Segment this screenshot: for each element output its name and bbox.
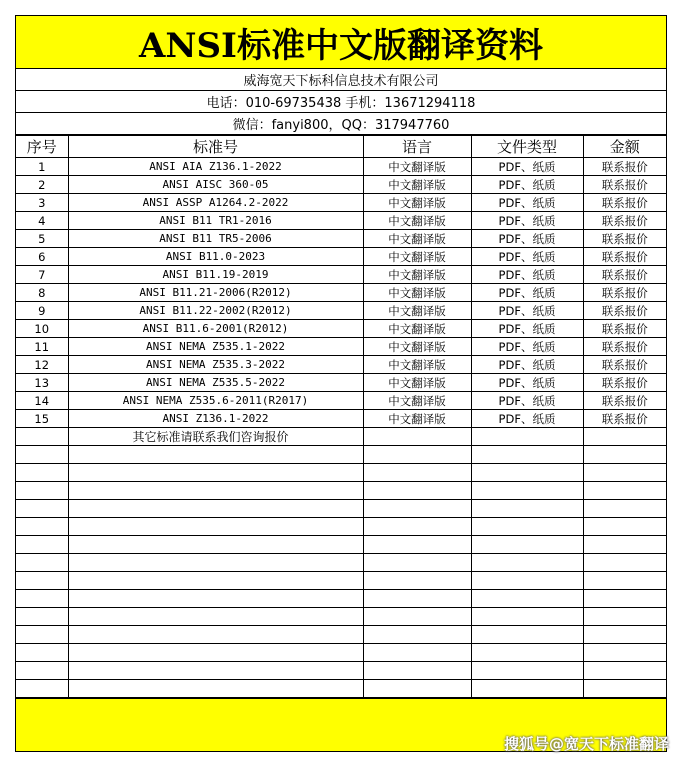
empty-row: [16, 644, 666, 662]
empty-cell: [471, 554, 583, 572]
header-language: 语言: [363, 136, 471, 158]
cell-no: 8: [16, 284, 68, 302]
cell-no: 6: [16, 248, 68, 266]
cell-language: 中文翻译版: [363, 158, 471, 176]
cell-language: 中文翻译版: [363, 194, 471, 212]
empty-cell: [16, 608, 68, 626]
cell-language: 中文翻译版: [363, 410, 471, 428]
empty-row: [16, 662, 666, 680]
table-header-row: [16, 136, 666, 158]
cell-no: 2: [16, 176, 68, 194]
empty-cell: [68, 572, 363, 590]
cell-language: 中文翻译版: [363, 320, 471, 338]
cell-no: 14: [16, 392, 68, 410]
empty-cell: [16, 518, 68, 536]
empty-cell: [583, 572, 666, 590]
empty-row: [16, 536, 666, 554]
header-standard: 标准号: [68, 136, 363, 158]
note-text: 其它标准请联系我们咨询报价: [68, 428, 363, 446]
cell-no: 4: [16, 212, 68, 230]
empty-cell: [471, 626, 583, 644]
cell-no: 11: [16, 338, 68, 356]
cell-no: 7: [16, 266, 68, 284]
cell-file-type: PDF、纸质: [471, 266, 583, 284]
empty-cell: [363, 680, 471, 698]
cell-standard: ANSI B11.19-2019: [68, 266, 363, 284]
cell-standard: ANSI B11.21-2006(R2012): [68, 284, 363, 302]
empty-row: [16, 500, 666, 518]
cell-no: 3: [16, 194, 68, 212]
empty-cell: [583, 680, 666, 698]
table-row: [16, 302, 666, 320]
table-row: [16, 338, 666, 356]
empty-row: [16, 554, 666, 572]
empty-cell: [363, 500, 471, 518]
empty-cell: [68, 662, 363, 680]
empty-cell: [68, 482, 363, 500]
cell-price: 联系报价: [583, 392, 666, 410]
empty-row: [16, 572, 666, 590]
cell-language: 中文翻译版: [363, 266, 471, 284]
cell-no: 13: [16, 374, 68, 392]
header-no: 序号: [16, 136, 68, 158]
cell-standard: ANSI NEMA Z535.5-2022: [68, 374, 363, 392]
empty-cell: [16, 500, 68, 518]
cell-language: 中文翻译版: [363, 176, 471, 194]
empty-cell: [583, 590, 666, 608]
cell-file-type: PDF、纸质: [471, 158, 583, 176]
empty-cell: [363, 428, 471, 446]
table-row: [16, 248, 666, 266]
cell-standard: ANSI ASSP A1264.2-2022: [68, 194, 363, 212]
table-row: [16, 158, 666, 176]
table-row: [16, 194, 666, 212]
cell-file-type: PDF、纸质: [471, 248, 583, 266]
empty-cell: [583, 536, 666, 554]
empty-cell: [583, 464, 666, 482]
empty-cell: [363, 518, 471, 536]
table-row: [16, 212, 666, 230]
empty-cell: [471, 608, 583, 626]
empty-cell: [363, 626, 471, 644]
watermark: 搜狐号@宽天下标准翻译: [503, 735, 669, 753]
empty-row: [16, 680, 666, 698]
cell-standard: ANSI B11.6-2001(R2012): [68, 320, 363, 338]
cell-price: 联系报价: [583, 194, 666, 212]
cell-price: 联系报价: [583, 320, 666, 338]
empty-cell: [471, 482, 583, 500]
cell-file-type: PDF、纸质: [471, 392, 583, 410]
cell-price: 联系报价: [583, 230, 666, 248]
cell-no: 12: [16, 356, 68, 374]
empty-cell: [363, 608, 471, 626]
cell-price: 联系报价: [583, 158, 666, 176]
cell-standard: ANSI AISC 360-05: [68, 176, 363, 194]
empty-cell: [16, 572, 68, 590]
empty-row: [16, 464, 666, 482]
empty-cell: [363, 464, 471, 482]
empty-cell: [363, 536, 471, 554]
empty-cell: [16, 662, 68, 680]
cell-price: 联系报价: [583, 248, 666, 266]
cell-price: 联系报价: [583, 338, 666, 356]
empty-cell: [471, 446, 583, 464]
cell-price: 联系报价: [583, 212, 666, 230]
empty-row: [16, 626, 666, 644]
company-name: 威海宽天下标科信息技术有限公司: [16, 69, 666, 91]
empty-cell: [68, 464, 363, 482]
empty-cell: [16, 680, 68, 698]
empty-cell: [583, 554, 666, 572]
cell-file-type: PDF、纸质: [471, 302, 583, 320]
cell-file-type: PDF、纸质: [471, 212, 583, 230]
empty-row: [16, 446, 666, 464]
empty-cell: [68, 446, 363, 464]
empty-cell: [16, 428, 68, 446]
cell-language: 中文翻译版: [363, 392, 471, 410]
cell-price: 联系报价: [583, 266, 666, 284]
empty-cell: [363, 644, 471, 662]
cell-no: 1: [16, 158, 68, 176]
empty-cell: [16, 464, 68, 482]
header-file-type: 文件类型: [471, 136, 583, 158]
cell-language: 中文翻译版: [363, 212, 471, 230]
empty-cell: [471, 500, 583, 518]
empty-cell: [583, 644, 666, 662]
table-row: [16, 410, 666, 428]
table-row: [16, 176, 666, 194]
table-row: [16, 374, 666, 392]
empty-row: [16, 518, 666, 536]
empty-cell: [16, 482, 68, 500]
cell-standard: ANSI NEMA Z535.3-2022: [68, 356, 363, 374]
empty-cell: [583, 446, 666, 464]
empty-cell: [471, 680, 583, 698]
cell-file-type: PDF、纸质: [471, 176, 583, 194]
empty-cell: [68, 680, 363, 698]
cell-file-type: PDF、纸质: [471, 320, 583, 338]
cell-price: 联系报价: [583, 176, 666, 194]
cell-no: 10: [16, 320, 68, 338]
empty-cell: [583, 482, 666, 500]
cell-language: 中文翻译版: [363, 248, 471, 266]
empty-cell: [363, 572, 471, 590]
cell-language: 中文翻译版: [363, 374, 471, 392]
empty-cell: [68, 518, 363, 536]
cell-price: 联系报价: [583, 284, 666, 302]
empty-cell: [16, 644, 68, 662]
contact-phone: 电话：010-69735438 手机：13671294118: [16, 91, 666, 113]
cell-file-type: PDF、纸质: [471, 356, 583, 374]
empty-cell: [16, 590, 68, 608]
empty-cell: [363, 554, 471, 572]
empty-cell: [363, 482, 471, 500]
cell-price: 联系报价: [583, 302, 666, 320]
cell-price: 联系报价: [583, 356, 666, 374]
empty-cell: [471, 536, 583, 554]
cell-language: 中文翻译版: [363, 284, 471, 302]
spreadsheet: [15, 15, 667, 752]
empty-cell: [471, 662, 583, 680]
empty-cell: [471, 464, 583, 482]
cell-language: 中文翻译版: [363, 302, 471, 320]
note-row: [16, 428, 666, 446]
empty-cell: [471, 572, 583, 590]
table-row: [16, 392, 666, 410]
cell-no: 5: [16, 230, 68, 248]
empty-cell: [16, 536, 68, 554]
table-row: [16, 230, 666, 248]
table-row: [16, 320, 666, 338]
cell-file-type: PDF、纸质: [471, 230, 583, 248]
empty-row: [16, 590, 666, 608]
cell-no: 15: [16, 410, 68, 428]
empty-cell: [583, 500, 666, 518]
cell-standard: ANSI B11 TR1-2016: [68, 212, 363, 230]
empty-cell: [583, 428, 666, 446]
contact-social: 微信：fanyi800，QQ：317947760: [16, 113, 666, 135]
cell-no: 9: [16, 302, 68, 320]
page-title: ANSI标准中文版翻译资料: [16, 15, 666, 69]
empty-cell: [583, 608, 666, 626]
empty-cell: [68, 554, 363, 572]
empty-cell: [471, 428, 583, 446]
cell-standard: ANSI NEMA Z535.6-2011(R2017): [68, 392, 363, 410]
cell-file-type: PDF、纸质: [471, 338, 583, 356]
empty-cell: [68, 500, 363, 518]
header-price: 金额: [583, 136, 666, 158]
empty-cell: [68, 608, 363, 626]
cell-file-type: PDF、纸质: [471, 194, 583, 212]
cell-file-type: PDF、纸质: [471, 374, 583, 392]
empty-cell: [16, 626, 68, 644]
empty-cell: [583, 662, 666, 680]
cell-standard: ANSI AIA Z136.1-2022: [68, 158, 363, 176]
empty-cell: [363, 446, 471, 464]
empty-cell: [68, 536, 363, 554]
empty-cell: [471, 518, 583, 536]
empty-cell: [16, 554, 68, 572]
cell-standard: ANSI B11.0-2023: [68, 248, 363, 266]
empty-cell: [363, 662, 471, 680]
cell-standard: ANSI B11.22-2002(R2012): [68, 302, 363, 320]
empty-row: [16, 482, 666, 500]
empty-cell: [68, 644, 363, 662]
cell-standard: ANSI Z136.1-2022: [68, 410, 363, 428]
cell-file-type: PDF、纸质: [471, 284, 583, 302]
cell-language: 中文翻译版: [363, 338, 471, 356]
empty-cell: [471, 644, 583, 662]
cell-file-type: PDF、纸质: [471, 410, 583, 428]
empty-cell: [583, 518, 666, 536]
empty-cell: [68, 626, 363, 644]
cell-standard: ANSI B11 TR5-2006: [68, 230, 363, 248]
cell-language: 中文翻译版: [363, 356, 471, 374]
empty-cell: [471, 590, 583, 608]
standards-table: [16, 135, 666, 698]
empty-cell: [363, 590, 471, 608]
empty-row: [16, 608, 666, 626]
cell-language: 中文翻译版: [363, 230, 471, 248]
table-body: [16, 158, 666, 698]
empty-cell: [16, 446, 68, 464]
table-row: [16, 284, 666, 302]
cell-standard: ANSI NEMA Z535.1-2022: [68, 338, 363, 356]
table-row: [16, 356, 666, 374]
empty-cell: [68, 590, 363, 608]
table-row: [16, 266, 666, 284]
cell-price: 联系报价: [583, 410, 666, 428]
empty-cell: [583, 626, 666, 644]
cell-price: 联系报价: [583, 374, 666, 392]
